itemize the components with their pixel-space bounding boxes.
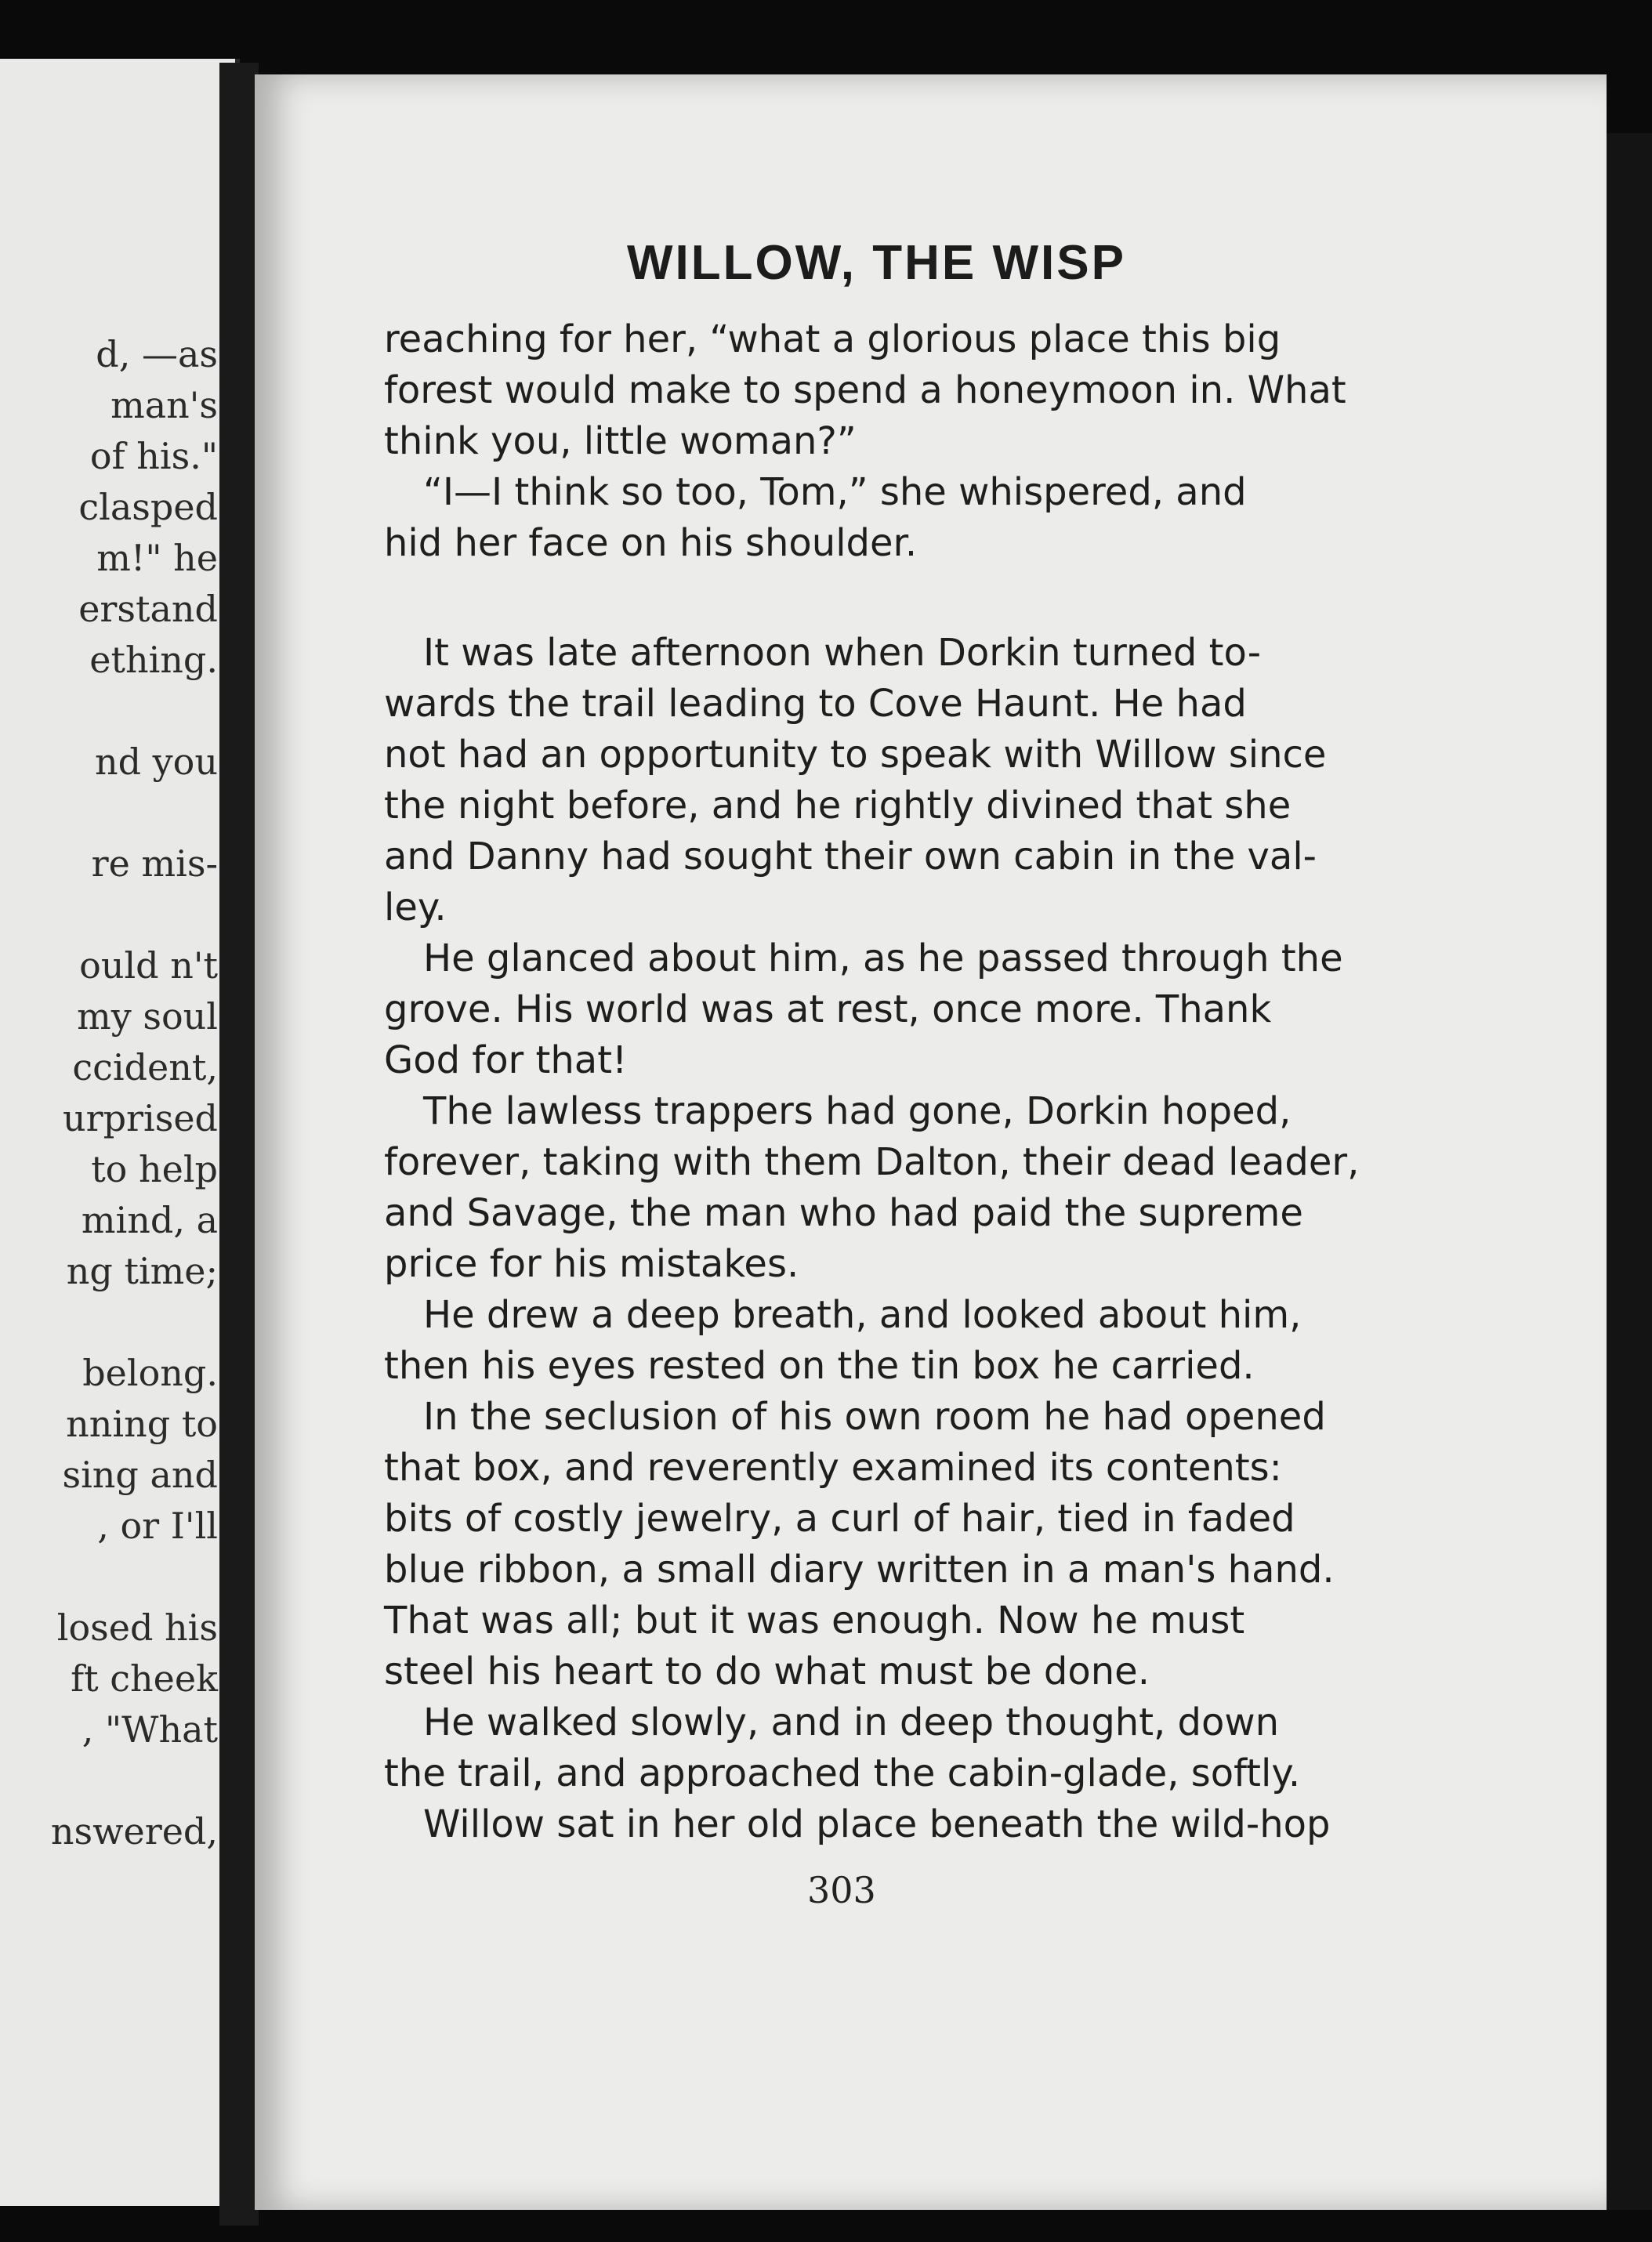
left-page-line: ould n't xyxy=(79,944,218,987)
text-line: ley. xyxy=(384,886,447,929)
left-page-line: sing and xyxy=(62,1454,218,1496)
left-page-line: of his." xyxy=(89,435,218,477)
text-line: In the seclusion of his own room he had opened xyxy=(423,1395,1326,1439)
left-page-line: nswered, xyxy=(50,1810,218,1853)
text-line: God for that! xyxy=(384,1038,628,1082)
left-page-line: urprised xyxy=(62,1097,218,1139)
text-line: He drew a deep breath, and looked about him, xyxy=(423,1293,1302,1337)
page-edge-shadow xyxy=(1607,133,1652,2210)
text-line: bits of costly jewelry, a curl of hair, tied in faded xyxy=(384,1497,1295,1541)
text-line: hid her face on his shoulder. xyxy=(384,521,918,565)
left-page xyxy=(0,59,240,2206)
text-line: the night before, and he rightly divined that she xyxy=(384,784,1292,828)
left-page-line: nd you xyxy=(94,741,218,783)
left-page-line: erstand xyxy=(78,588,218,630)
text-line: forest would make to spend a honeymoon in. What xyxy=(384,368,1346,412)
running-head: WILLOW, THE WISP xyxy=(627,236,1126,290)
text-line: and Danny had sought their own cabin in the val- xyxy=(384,835,1317,878)
text-line: reaching for her, “what a glorious place this big xyxy=(384,317,1281,361)
text-line: then his eyes rested on the tin box he carried. xyxy=(384,1344,1255,1388)
left-page-line: ccident, xyxy=(72,1046,218,1088)
left-page-line: , "What xyxy=(82,1708,218,1751)
text-line: That was all; but it was enough. Now he must xyxy=(384,1599,1245,1643)
text-line: grove. His world was at rest, once more. Thank xyxy=(384,987,1272,1031)
text-line: the trail, and approached the cabin-glade, softly. xyxy=(384,1751,1301,1795)
text-line: He walked slowly, and in deep thought, down xyxy=(423,1701,1280,1744)
left-page-line: ething. xyxy=(89,639,218,681)
left-page-line: re mis- xyxy=(91,842,218,885)
text-line: and Savage, the man who had paid the supreme xyxy=(384,1191,1303,1235)
left-page-line: to help xyxy=(91,1148,218,1190)
left-page-line: mind, a xyxy=(81,1199,218,1241)
text-line: “I—I think so too, Tom,” she whispered, and xyxy=(423,470,1247,514)
left-page-line: ft cheek xyxy=(71,1657,218,1700)
left-page-line: my soul xyxy=(77,995,218,1038)
left-page-line: d, —as xyxy=(96,333,218,375)
left-page-line: losed his xyxy=(56,1606,218,1649)
page-number: 303 xyxy=(807,1869,876,1911)
text-line: think you, little woman?” xyxy=(384,419,857,463)
left-page-line: ng time; xyxy=(66,1250,218,1292)
text-line: forever, taking with them Dalton, their dead leader, xyxy=(384,1140,1360,1184)
text-line: wards the trail leading to Cove Haunt. He had xyxy=(384,682,1247,726)
text-line: Willow sat in her old place beneath the wild-hop xyxy=(423,1802,1331,1846)
left-page-line: man's xyxy=(110,384,218,426)
text-line: price for his mistakes. xyxy=(384,1242,799,1286)
text-line: He glanced about him, as he passed through the xyxy=(423,936,1343,980)
text-line: that box, and reverently examined its contents: xyxy=(384,1446,1282,1490)
left-page-line: clasped xyxy=(78,486,218,528)
left-page-line: m!" he xyxy=(96,537,218,579)
text-line: blue ribbon, a small diary written in a man's hand. xyxy=(384,1548,1335,1592)
text-line: The lawless trappers had gone, Dorkin hoped, xyxy=(423,1089,1292,1133)
book-gutter xyxy=(219,63,259,2226)
text-line: not had an opportunity to speak with Willow since xyxy=(384,733,1327,777)
left-page-line: nning to xyxy=(66,1403,218,1445)
left-page-line: belong. xyxy=(82,1352,218,1394)
text-line: steel his heart to do what must be done. xyxy=(384,1650,1150,1693)
text-line: It was late afternoon when Dorkin turned to- xyxy=(423,631,1262,675)
left-page-line: , or I'll xyxy=(97,1505,218,1547)
